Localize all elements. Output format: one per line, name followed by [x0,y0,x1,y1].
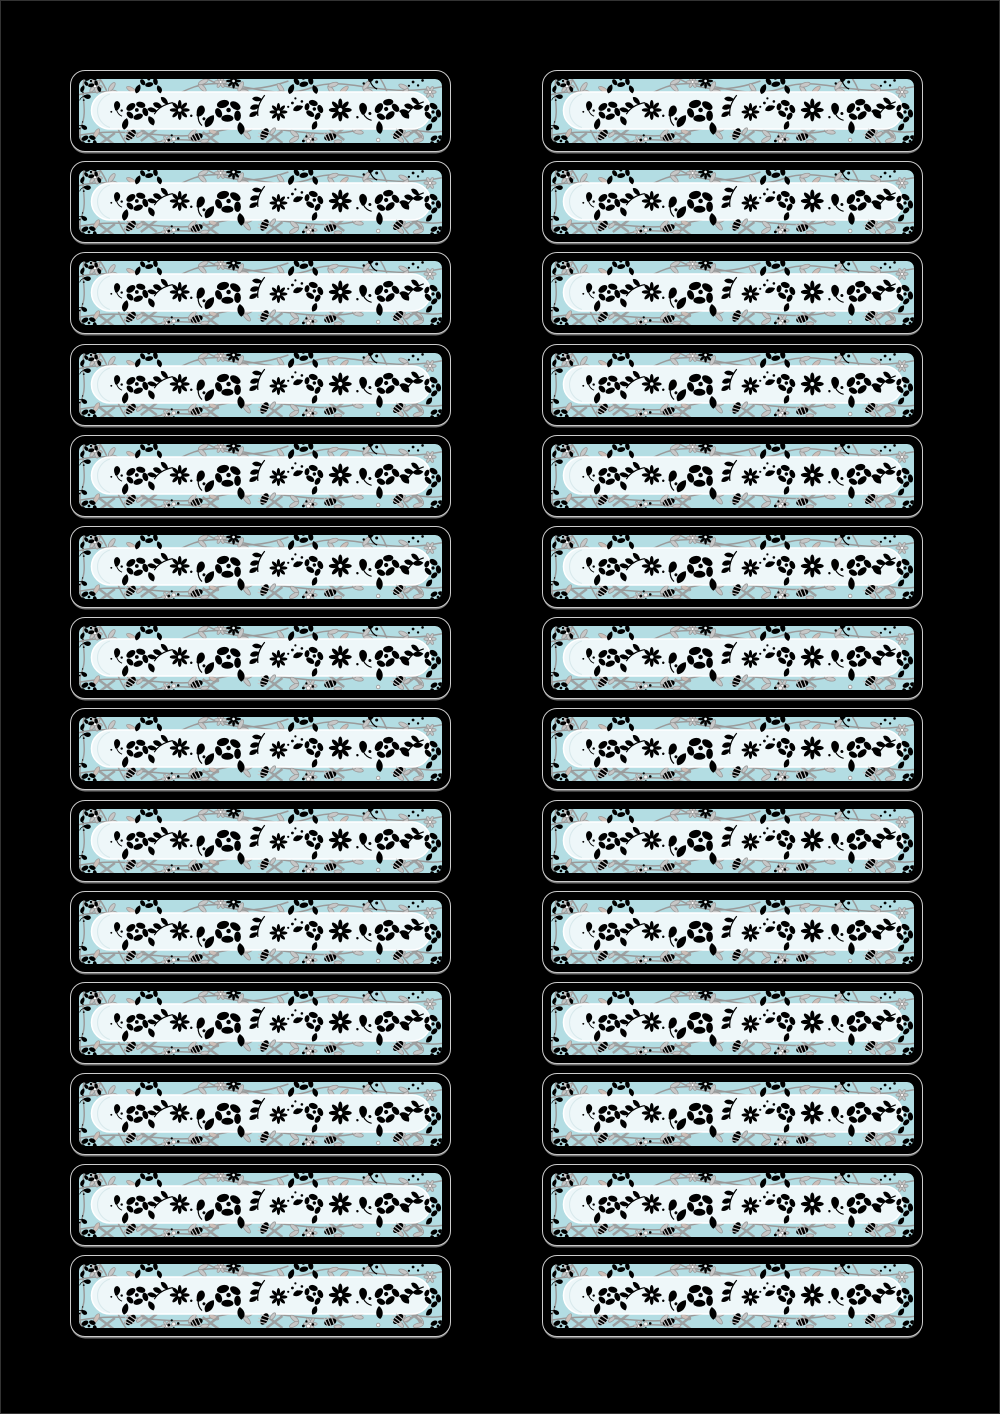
label-sticker [542,708,923,790]
floral-lace-pattern [79,809,442,873]
floral-lace-pattern [79,261,442,325]
label-sticker [70,1164,451,1246]
floral-lace-pattern [551,900,914,964]
floral-lace-artwork [79,991,442,1055]
floral-lace-artwork [79,1173,442,1237]
label-sticker [542,252,923,334]
label-sticker [542,617,923,699]
floral-lace-pattern [551,444,914,508]
floral-lace-artwork [79,79,442,143]
floral-lace-artwork [551,1173,914,1237]
floral-lace-artwork [79,1082,442,1146]
floral-lace-pattern [551,991,914,1055]
label-sticker [70,252,451,334]
floral-lace-artwork [79,1264,442,1328]
floral-lace-artwork [551,535,914,599]
floral-lace-artwork [79,353,442,417]
floral-lace-pattern [551,1082,914,1146]
floral-lace-pattern [79,900,442,964]
floral-lace-pattern [551,717,914,781]
label-sticker [542,435,923,517]
label-sticker [70,617,451,699]
floral-lace-artwork [551,991,914,1055]
label-sticker [542,891,923,973]
label-sticker [542,70,923,152]
floral-lace-pattern [551,1264,914,1328]
floral-lace-artwork [551,261,914,325]
floral-lace-pattern [551,353,914,417]
floral-lace-pattern [79,1173,442,1237]
floral-lace-pattern [79,79,442,143]
floral-lace-pattern [79,717,442,781]
label-sticker [542,1073,923,1155]
label-sticker [70,435,451,517]
label-sticker [70,800,451,882]
floral-lace-artwork [551,353,914,417]
label-sticker [542,800,923,882]
floral-lace-artwork [551,1264,914,1328]
floral-lace-pattern [79,626,442,690]
label-sticker [542,161,923,243]
floral-lace-artwork [551,717,914,781]
label-sticker [542,1255,923,1337]
label-sticker [542,1164,923,1246]
floral-lace-artwork [551,626,914,690]
floral-lace-artwork [551,170,914,234]
label-sticker [70,982,451,1064]
floral-lace-pattern [79,353,442,417]
floral-lace-pattern [79,1082,442,1146]
floral-lace-pattern [551,626,914,690]
label-sticker [70,891,451,973]
floral-lace-artwork [551,809,914,873]
label-sticker [70,708,451,790]
floral-lace-pattern [79,1264,442,1328]
floral-lace-artwork [551,1082,914,1146]
floral-lace-pattern [79,991,442,1055]
floral-lace-pattern [551,170,914,234]
label-sticker [70,526,451,608]
floral-lace-pattern [551,261,914,325]
label-sticker [542,982,923,1064]
floral-lace-pattern [551,79,914,143]
label-sticker [70,70,451,152]
label-sheet [70,70,923,1337]
label-sticker [70,1255,451,1337]
floral-lace-pattern [79,444,442,508]
floral-lace-artwork [79,170,442,234]
floral-lace-artwork [79,535,442,599]
label-sticker [70,161,451,243]
floral-lace-artwork [79,900,442,964]
floral-lace-artwork [79,444,442,508]
floral-lace-artwork [79,626,442,690]
floral-lace-pattern [551,1173,914,1237]
floral-lace-artwork [551,79,914,143]
floral-lace-artwork [79,809,442,873]
label-sticker [542,526,923,608]
floral-lace-pattern [79,535,442,599]
floral-lace-artwork [551,900,914,964]
floral-lace-artwork [79,717,442,781]
label-sticker [70,344,451,426]
floral-lace-pattern [551,809,914,873]
floral-lace-pattern [79,170,442,234]
label-sticker [70,1073,451,1155]
floral-lace-pattern [551,535,914,599]
label-sticker [542,344,923,426]
floral-lace-artwork [551,444,914,508]
floral-lace-artwork [79,261,442,325]
